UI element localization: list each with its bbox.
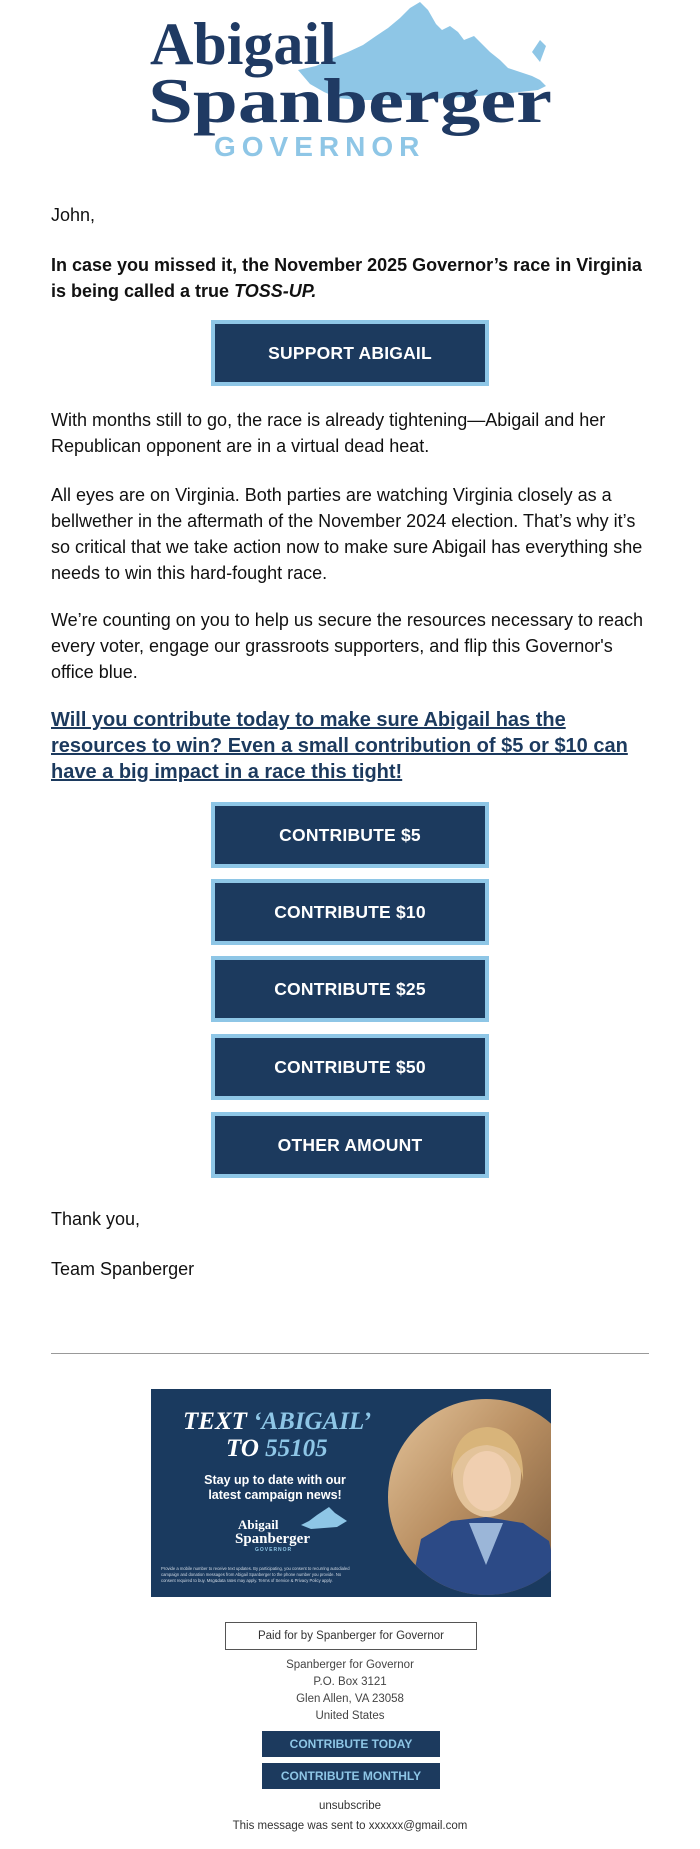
banner-sub-2: latest campaign news! — [208, 1488, 342, 1502]
contribute-today-button[interactable]: CONTRIBUTE TODAY — [262, 1731, 440, 1757]
banner-sub-1: Stay up to date with our — [204, 1473, 346, 1487]
sent-to-line — [0, 1820, 700, 1832]
other-amount-button[interactable]: OTHER AMOUNT — [215, 1116, 485, 1174]
paragraph-all-eyes: All eyes are on Virginia. Both parties are watching Virginia closely as a bellwether in the aftermath of the November 2024 election. That’s why it’s so critical that we take action now to make sure Abigail has everything she needs to win this hard-fought race. — [51, 485, 643, 583]
contribute-50-button[interactable]: CONTRIBUTE $50 — [215, 1038, 485, 1096]
contribute-10-button[interactable]: CONTRIBUTE $10 — [215, 883, 485, 941]
sign-off: Thank you, — [51, 1209, 141, 1229]
logo-last-name: Spanberger — [148, 65, 552, 136]
signature: Team Spanberger — [51, 1259, 195, 1279]
banner-logo-office: GOVERNOR — [255, 1547, 293, 1553]
paragraph-counting-on-you: We’re counting on you to help us secure the resources necessary to reach every voter, engage our grassroots supporters, and flip this Governor's office blue. — [51, 610, 643, 682]
footer-po-box: P.O. Box 3121 — [313, 1676, 387, 1688]
logo-office: GOVERNOR — [214, 131, 426, 162]
support-button-frame — [211, 320, 489, 386]
footer-org: Spanberger for Governor — [286, 1659, 414, 1671]
footer-country: United States — [315, 1710, 385, 1722]
text-signup-banner[interactable] — [151, 1389, 551, 1597]
logo-first-name: Abigail — [150, 11, 337, 77]
paragraph-dead-heat: With months still to go, the race is already tightening—Abigail and her Republican opponent are in a virtual dead heat. — [51, 410, 606, 456]
contribute-monthly-button[interactable]: CONTRIBUTE MONTHLY — [262, 1763, 440, 1789]
unsubscribe-link[interactable]: unsubscribe — [318, 1800, 381, 1812]
contribute-25-button[interactable]: CONTRIBUTE $25 — [215, 960, 485, 1018]
banner-headline-1: TEXT ‘ABIGAIL’ — [183, 1408, 372, 1435]
intro-text: In case you missed it, the November 2025 Governor’s race in Virginia is being called a true — [51, 255, 642, 301]
banner-logo-first: Abigail — [238, 1517, 279, 1532]
contribute-25-frame — [211, 956, 489, 1022]
footer-divider — [51, 1353, 649, 1354]
greeting: John, — [51, 205, 96, 225]
contribute-5-frame — [211, 802, 489, 868]
banner-logo-last: Spanberger — [235, 1531, 310, 1547]
sent-to-prefix: This message was sent to — [232, 1820, 369, 1832]
banner-headline-2: TO 55105 — [226, 1435, 328, 1462]
other-amount-frame — [211, 1112, 489, 1178]
intro-line — [51, 252, 649, 304]
contribute-50-frame — [211, 1034, 489, 1100]
contribute-10-frame — [211, 879, 489, 945]
intro-emphasis: TOSS-UP. — [234, 281, 317, 301]
banner-fine-print-3: consent required to buy. Msg&data rates may apply. Terms of Service & Privacy Policy apply. — [161, 1578, 333, 1583]
contribute-ask-link[interactable]: Will you contribute today to make sure Abigail has the resources to win? Even a small contribution of $5 or $10 can have a big impact in a race this tight! — [51, 709, 628, 783]
contribute-5-button[interactable]: CONTRIBUTE $5 — [215, 806, 485, 864]
sent-to-email: xxxxxx@gmail.com — [368, 1820, 468, 1832]
unsubscribe-row — [0, 1800, 700, 1812]
footer-city: Glen Allen, VA 23058 — [296, 1693, 404, 1705]
banner-fine-print-1: Provide a mobile number to receive text updates. By participating, you consent to recurring autodialed — [161, 1566, 350, 1571]
support-abigail-button[interactable]: SUPPORT ABIGAIL — [215, 324, 485, 382]
banner-fine-print-2: campaign and donation messages from Abigail Spanberger to the phone number you provide. No — [161, 1572, 342, 1577]
campaign-logo — [148, 0, 552, 185]
paid-for-disclaimer: Paid for by Spanberger for Governor — [225, 1622, 477, 1650]
